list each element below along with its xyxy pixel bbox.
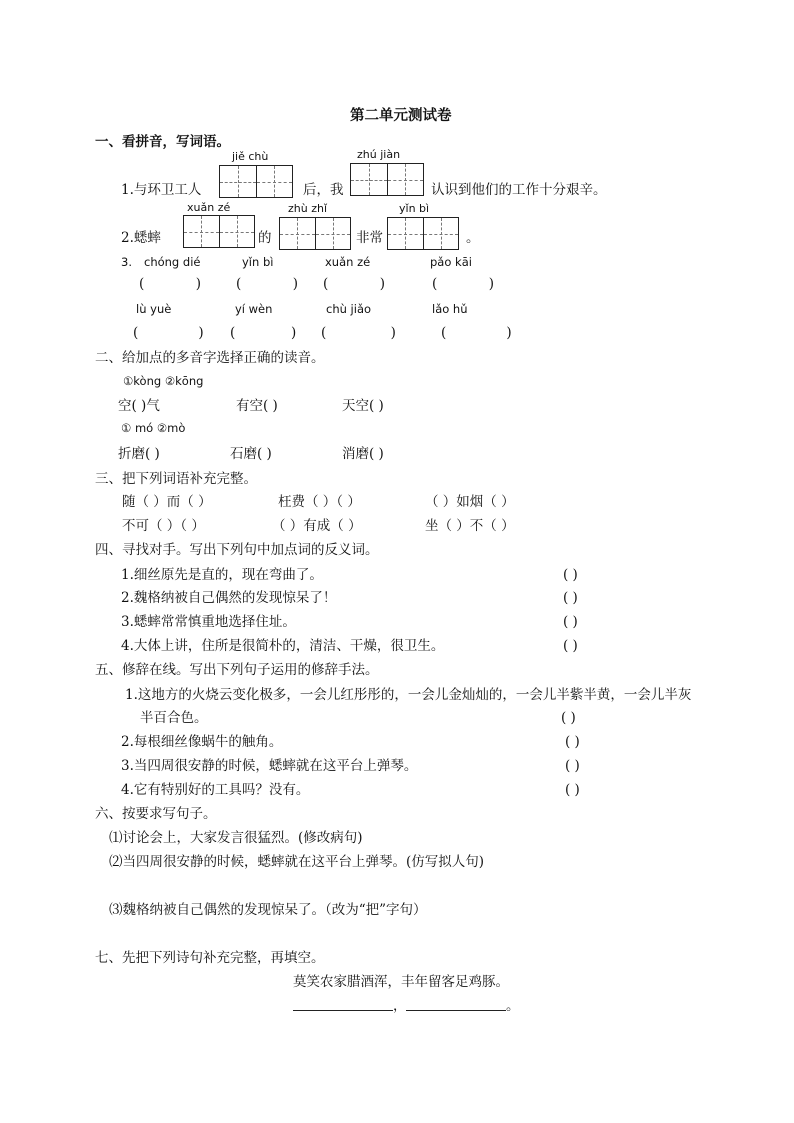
antonym-item: 4.大体上讲，住所是很简朴的，清洁、干燥，很卫生。	[121, 638, 445, 654]
polyphone-item[interactable]: 折磨( )	[118, 446, 160, 462]
answer-paren[interactable]: ( )	[133, 325, 204, 341]
antonym-item: 1.细丝原先是直的，现在弯曲了。	[121, 567, 323, 583]
sentence-task: ⑶魏格纳被自己偶然的发现惊呆了。（改为“把”字句）	[109, 902, 427, 918]
section-3-heading: 三、把下列词语补充完整。	[95, 471, 257, 487]
idiom-item[interactable]: （ ）有成（ ）	[272, 518, 362, 534]
rhetoric-item: 3.当四周很安静的时候，蟋蟀就在这平台上弹琴。	[121, 758, 418, 774]
question-text: 后，我	[303, 182, 344, 198]
idiom-item[interactable]: 坐（ ）不（ ）	[425, 518, 515, 534]
writing-grid[interactable]	[387, 217, 459, 250]
idiom-item[interactable]: 不可（ ）（ ）	[122, 518, 205, 534]
pinyin: chù jiǎo	[326, 302, 372, 316]
pinyin: pǎo kāi	[430, 255, 472, 269]
poem-blank[interactable]	[293, 996, 393, 1011]
answer-paren[interactable]: ( )	[565, 758, 580, 774]
writing-grid[interactable]	[279, 217, 351, 250]
answer-paren[interactable]: ( )	[441, 325, 512, 341]
poem-line: 莫笑农家腊酒浑，丰年留客足鸡豚。	[293, 974, 509, 990]
rhetoric-item: 2.每根细丝像蜗牛的触角。	[121, 734, 283, 750]
poem-period: 。	[506, 998, 520, 1014]
poem-comma: ，	[393, 998, 407, 1014]
answer-paren[interactable]: ( )	[139, 276, 202, 292]
section-2-heading: 二、给加点的多音字选择正确的读音。	[95, 350, 325, 366]
answer-paren[interactable]: ( )	[563, 590, 578, 606]
poem-blank[interactable]	[406, 996, 506, 1011]
antonym-item: 2.魏格纳被自己偶然的发现惊呆了！	[121, 590, 337, 606]
reading-options: ①kòng ②kōng	[123, 374, 204, 388]
pinyin: xuǎn zé	[187, 201, 231, 214]
rhetoric-item: 1.这地方的火烧云变化极多，一会儿红彤彤的，一会儿金灿灿的，一会儿半紫半黄，一会儿半灰	[125, 687, 692, 703]
pinyin: yǐn bì	[399, 202, 430, 215]
polyphone-item[interactable]: 石磨( )	[230, 446, 272, 462]
pinyin: zhú jiàn	[357, 148, 401, 161]
idiom-item[interactable]: 随（ ）而（ ）	[122, 494, 212, 510]
question-text: 。	[466, 230, 480, 246]
pinyin: yí wèn	[235, 302, 273, 316]
polyphone-item[interactable]: 天空( )	[342, 398, 384, 414]
writing-grid[interactable]	[219, 165, 293, 198]
answer-paren[interactable]: ( )	[432, 276, 495, 292]
question-label: 3.	[121, 255, 132, 269]
pinyin: yǐn bì	[242, 255, 274, 269]
pinyin: chóng dié	[144, 255, 201, 269]
answer-paren[interactable]: ( )	[565, 734, 580, 750]
answer-paren[interactable]: ( )	[321, 325, 396, 341]
pinyin: zhù zhǐ	[288, 202, 328, 215]
section-1-heading: 一、看拼音，写词语。	[95, 134, 230, 150]
rhetoric-item-cont: 半百合色。	[140, 710, 208, 726]
pinyin: xuǎn zé	[325, 255, 371, 269]
polyphone-item[interactable]: 空( )气	[118, 398, 160, 414]
answer-paren[interactable]: ( )	[563, 614, 578, 630]
writing-grid[interactable]	[183, 215, 255, 248]
question-text: 认识到他们的工作十分艰辛。	[431, 182, 607, 198]
section-6-heading: 六、按要求写句子。	[95, 806, 217, 822]
pinyin: lǎo hǔ	[432, 302, 468, 316]
answer-paren[interactable]: ( )	[563, 567, 578, 583]
question-text: 的	[258, 230, 272, 246]
writing-grid[interactable]	[350, 163, 424, 196]
antonym-item: 3.蟋蟀常常慎重地选择住址。	[121, 614, 296, 630]
question-text: 非常	[356, 230, 383, 246]
sentence-task: ⑴讨论会上，大家发言很猛烈。(修改病句)	[109, 830, 363, 846]
sentence-task: ⑵当四周很安静的时候，蟋蟀就在这平台上弹琴。(仿写拟人句)	[109, 854, 485, 870]
pinyin: jiě chù	[232, 150, 269, 163]
question-text: 2.蟋蟀	[121, 230, 161, 246]
idiom-item[interactable]: （ ）如烟（ ）	[425, 494, 515, 510]
answer-paren[interactable]: ( )	[323, 276, 386, 292]
reading-options: ① mó ②mò	[121, 421, 186, 435]
answer-paren[interactable]: ( )	[236, 276, 299, 292]
rhetoric-item: 4.它有特别好的工具吗？没有。	[121, 782, 310, 798]
answer-paren[interactable]: ( )	[563, 638, 578, 654]
answer-paren[interactable]: ( )	[565, 782, 580, 798]
section-5-heading: 五、修辞在线。写出下列句子运用的修辞手法。	[95, 662, 379, 678]
section-4-heading: 四、寻找对手。写出下列句中加点词的反义词。	[95, 542, 379, 558]
question-text: 1.与环卫工人	[121, 182, 202, 198]
pinyin: lù yuè	[136, 302, 172, 316]
answer-paren[interactable]: ( )	[230, 325, 297, 341]
polyphone-item[interactable]: 消磨( )	[342, 446, 384, 462]
polyphone-item[interactable]: 有空( )	[236, 398, 278, 414]
idiom-item[interactable]: 枉费（ ）（ ）	[278, 494, 361, 510]
answer-paren[interactable]: ( )	[561, 710, 576, 726]
page-title: 第二单元测试卷	[350, 107, 452, 124]
section-7-heading: 七、先把下列诗句补充完整，再填空。	[95, 950, 325, 966]
